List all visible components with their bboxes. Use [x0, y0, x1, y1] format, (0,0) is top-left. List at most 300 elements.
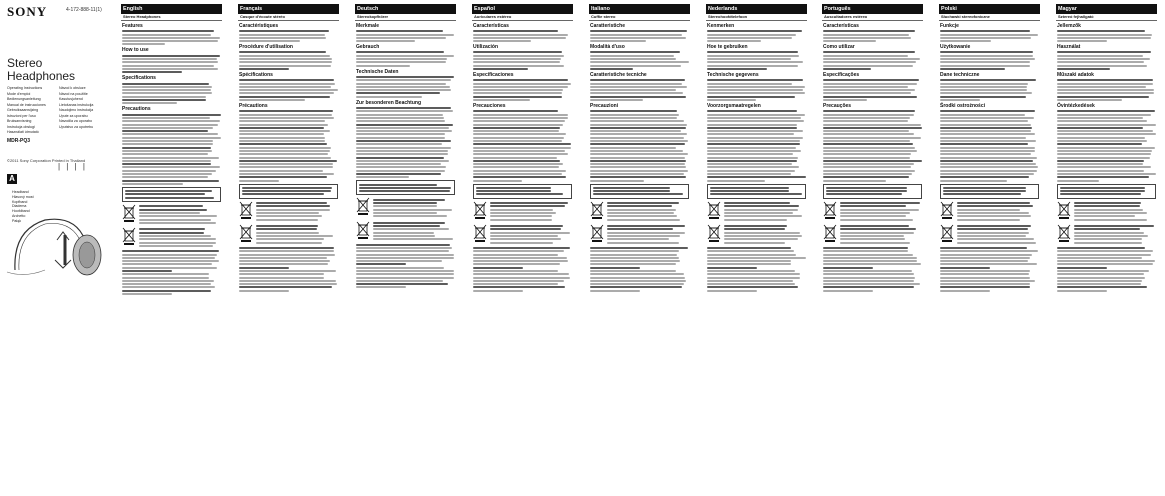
text-line [1057, 40, 1107, 42]
text-line [239, 51, 326, 53]
text-line [473, 286, 565, 288]
section-heading: Caratteristiche [590, 23, 626, 29]
op-instruction-item: Gebruiksaanwijzing [7, 108, 39, 112]
language-heading: Español [472, 4, 573, 14]
notice-text [592, 187, 687, 196]
text-line [139, 209, 207, 211]
disposal-text [956, 201, 1039, 222]
text-line [607, 219, 680, 221]
text-line [590, 173, 684, 175]
text-line [490, 238, 561, 240]
text-line [590, 143, 685, 145]
cover-title [7, 57, 75, 83]
disposal-notice [590, 201, 689, 222]
section-heading: How to use [122, 47, 149, 54]
text-line [122, 83, 209, 85]
text-line [139, 219, 211, 221]
manual-section [238, 103, 339, 182]
text-line [1057, 133, 1156, 135]
text-line [940, 254, 1032, 256]
manual-section [238, 72, 339, 101]
text-line [957, 232, 1029, 234]
text-line [826, 190, 907, 192]
text-line [707, 290, 757, 292]
text-line [239, 150, 330, 152]
text-line [940, 247, 1027, 249]
text-line [1057, 37, 1151, 39]
section-text [238, 79, 339, 101]
text-line [724, 238, 798, 240]
text-line [840, 235, 904, 237]
op-instruction-item: Návod na použitie [59, 91, 88, 96]
text-line [139, 228, 205, 230]
text-line [607, 225, 685, 227]
text-line [707, 61, 803, 63]
text-line [707, 114, 805, 116]
text-line [1057, 130, 1153, 132]
section-heading: Procédure d'utilisation [239, 44, 293, 51]
text-line [356, 267, 444, 269]
section-heading: Użytkowanie [940, 44, 971, 51]
text-line [139, 205, 203, 207]
section-heading: Jellemzők [1057, 23, 1081, 29]
text-line [707, 30, 802, 32]
text-line [707, 176, 806, 178]
text-line [256, 242, 322, 244]
text-line [707, 130, 803, 132]
text-line [590, 140, 688, 142]
text-line [473, 250, 564, 252]
section-heading: Óvintézkedések [1057, 103, 1095, 110]
op-instruction-item: Manual de instrucciones [7, 102, 46, 107]
disposal-text [839, 201, 922, 222]
text-line [256, 219, 318, 221]
text-line [356, 117, 444, 119]
text-line [356, 273, 454, 275]
text-line [707, 247, 791, 249]
text-line [940, 114, 1025, 116]
text-line [356, 250, 449, 252]
text-line [473, 120, 565, 122]
text-line [590, 254, 677, 256]
text-line [122, 34, 211, 36]
text-line [239, 147, 331, 149]
manual-section [822, 44, 923, 70]
text-line [356, 55, 454, 57]
text-line [823, 283, 920, 285]
text-line [823, 51, 915, 53]
text-line [707, 110, 797, 112]
text-line [940, 65, 1030, 67]
text-line [473, 86, 568, 88]
text-line [122, 293, 172, 295]
text-line [1057, 150, 1152, 152]
text-line [823, 147, 915, 149]
text-line [473, 170, 566, 172]
text-line [125, 190, 212, 192]
section-text [121, 83, 222, 105]
section-heading: Caratteristiche tecniche [590, 71, 647, 78]
column-subtitle: Stereo Headphones [121, 14, 222, 21]
text-line [490, 242, 553, 244]
text-line [590, 180, 644, 182]
text-line [356, 40, 415, 42]
text-line [256, 205, 330, 207]
column-subtitle: Cuffie stereo [589, 14, 690, 21]
section-text [822, 51, 923, 69]
text-line [122, 96, 206, 98]
text-line [590, 260, 680, 262]
text-line [122, 140, 213, 142]
text-line [590, 120, 684, 122]
section-text [355, 76, 456, 98]
text-line [823, 277, 915, 279]
text-line [840, 212, 910, 214]
text-line [122, 176, 208, 178]
disposal-notice [823, 201, 922, 222]
text-line [823, 157, 910, 159]
text-line [122, 283, 211, 285]
text-line [473, 65, 564, 67]
text-line [593, 190, 670, 192]
text-line [122, 270, 172, 272]
text-line [607, 238, 669, 240]
cover-title-line1: Stereo [7, 56, 43, 70]
text-line [1074, 205, 1140, 207]
manual-section [355, 69, 456, 98]
text-line [840, 228, 916, 230]
text-line [476, 190, 551, 192]
text-line [823, 124, 921, 126]
text-line [122, 143, 213, 145]
text-line [724, 225, 787, 227]
text-line [940, 163, 1036, 165]
text-line [823, 137, 921, 139]
language-column [589, 4, 690, 492]
text-line [823, 127, 922, 129]
crossed-bin-icon [473, 224, 487, 242]
text-line [242, 193, 324, 195]
text-line [823, 280, 914, 282]
text-line [1057, 257, 1142, 259]
text-line [1057, 170, 1144, 172]
section-text [822, 110, 923, 181]
language-column [706, 4, 807, 492]
language-heading: Deutsch [355, 4, 456, 14]
text-line [590, 92, 683, 94]
column-subtitle: Casque d'écoute stéréo [238, 14, 339, 21]
text-line [590, 160, 686, 162]
text-line [1057, 96, 1149, 98]
text-line [940, 83, 1028, 85]
text-line [356, 124, 453, 126]
text-line [840, 232, 914, 234]
text-line [122, 92, 212, 94]
trailing-text [355, 244, 456, 289]
disposal-notice [940, 201, 1039, 222]
disposal-notice [356, 197, 455, 218]
text-line [239, 267, 289, 269]
text-line [473, 166, 559, 168]
text-line [356, 270, 454, 272]
text-line [256, 235, 333, 237]
text-line [356, 244, 450, 246]
text-line [239, 79, 334, 81]
manual-section [822, 72, 923, 101]
text-line [1074, 215, 1135, 217]
section-heading: Modalità d'uso [590, 44, 625, 51]
text-line [122, 114, 221, 116]
manual-section [1056, 72, 1157, 101]
text-line [122, 153, 208, 155]
text-line [940, 257, 1030, 259]
text-line [940, 260, 1028, 262]
disposal-text [372, 221, 455, 242]
text-line [239, 61, 332, 63]
text-line [356, 114, 443, 116]
crossed-bin-icon [707, 201, 721, 219]
text-line [823, 86, 908, 88]
manual-section [589, 103, 690, 182]
text-line [1057, 127, 1143, 129]
text-line [239, 96, 330, 98]
disposal-notice [707, 201, 806, 222]
disposal-text [372, 197, 455, 218]
text-line [239, 117, 334, 119]
text-line [473, 124, 563, 126]
text-line [590, 58, 676, 60]
text-line [590, 277, 685, 279]
text-line [476, 187, 551, 189]
text-line [590, 170, 688, 172]
text-line [356, 160, 449, 162]
text-line [122, 257, 215, 259]
text-line [356, 120, 445, 122]
text-line [957, 238, 1034, 240]
text-line [239, 257, 327, 259]
text-line [823, 120, 908, 122]
text-line [239, 68, 289, 70]
text-line [943, 190, 1026, 192]
text-line [823, 92, 911, 94]
section-text [1056, 30, 1157, 42]
section-text [121, 30, 222, 45]
op-instruction-item: Uputstvo za upotrebu [59, 124, 94, 129]
text-line [590, 247, 688, 249]
text-line [239, 137, 325, 139]
text-line [707, 286, 798, 288]
text-line [1057, 277, 1145, 279]
text-line [490, 225, 563, 227]
text-line [823, 130, 909, 132]
text-line [239, 58, 332, 60]
text-line [1060, 193, 1141, 195]
text-line [823, 99, 867, 101]
text-line [590, 34, 682, 36]
text-line [473, 79, 568, 81]
text-line [122, 147, 211, 149]
language-column [355, 4, 456, 492]
text-line [473, 280, 564, 282]
text-line [373, 232, 434, 234]
text-line [356, 263, 406, 265]
text-line [590, 83, 682, 85]
text-line [1074, 219, 1147, 221]
text-line [940, 79, 1036, 81]
text-line [1074, 225, 1154, 227]
section-heading: Características [823, 23, 859, 29]
text-line [590, 137, 684, 139]
text-line [473, 40, 531, 42]
manual-section [472, 72, 573, 101]
text-line [607, 212, 674, 214]
text-line [473, 92, 562, 94]
text-line [707, 58, 791, 60]
text-line [1057, 120, 1147, 122]
text-line [122, 180, 219, 182]
text-line [707, 86, 805, 88]
manual-section [472, 23, 573, 42]
text-line [473, 58, 561, 60]
trailing-text [472, 247, 573, 292]
figure-label: Kopfband [12, 199, 28, 204]
text-line [122, 117, 210, 119]
text-line [239, 283, 337, 285]
disposal-text [606, 224, 689, 245]
text-line [823, 143, 913, 145]
text-line [940, 61, 1030, 63]
text-line [957, 202, 1030, 204]
manual-section [706, 23, 807, 42]
text-line [239, 92, 334, 94]
section-heading: Características [473, 23, 509, 29]
language-heading: Magyar [1056, 4, 1157, 14]
trailing-text [706, 247, 807, 292]
section-text [939, 110, 1040, 181]
disposal-text [839, 224, 922, 245]
manual-section [589, 44, 690, 70]
text-line [590, 147, 676, 149]
text-line [823, 55, 908, 57]
text-line [1057, 65, 1147, 67]
text-line [473, 34, 568, 36]
text-line [356, 86, 450, 88]
manual-section [1056, 23, 1157, 42]
text-line [473, 150, 565, 152]
manual-section [472, 103, 573, 182]
crossed-bin-icon [707, 224, 721, 242]
text-line [373, 238, 453, 240]
text-line [1057, 83, 1153, 85]
text-line [473, 180, 522, 182]
text-line [940, 58, 1035, 60]
figure-label: Hlavový most [12, 194, 34, 199]
disposal-text [255, 201, 338, 222]
text-line [256, 215, 322, 217]
language-column [939, 4, 1040, 492]
crossed-bin-icon [940, 224, 954, 242]
manual-section [1056, 44, 1157, 70]
text-line [356, 79, 451, 81]
text-line [239, 263, 328, 265]
manual-section [355, 100, 456, 179]
text-line [122, 37, 220, 39]
disposal-text [1073, 224, 1156, 245]
text-line [239, 114, 332, 116]
text-line [707, 163, 792, 165]
text-line [139, 222, 216, 224]
section-text [939, 30, 1040, 42]
disposal-text [138, 204, 221, 225]
language-column [238, 4, 339, 492]
text-line [122, 58, 217, 60]
cover-panel [0, 0, 113, 496]
disposal-text [138, 227, 221, 248]
text-line [356, 34, 454, 36]
manual-section [589, 72, 690, 101]
text-line [239, 133, 324, 135]
manual-section [238, 23, 339, 42]
text-line [359, 184, 437, 186]
text-line [239, 143, 327, 145]
text-line [707, 280, 793, 282]
disposal-notice [940, 224, 1039, 245]
text-line [473, 283, 558, 285]
text-line [823, 286, 914, 288]
notice-text [1059, 187, 1154, 196]
crossed-bin-icon [356, 221, 370, 239]
text-line [239, 250, 334, 252]
text-line [940, 150, 1035, 152]
disposal-notice [122, 227, 221, 248]
text-line [356, 143, 442, 145]
text-line [823, 247, 908, 249]
text-line [957, 215, 1031, 217]
section-text [939, 79, 1040, 101]
text-line [473, 117, 568, 119]
text-line [473, 254, 558, 256]
op-instruction-item: Navodila za uporabo [59, 119, 92, 123]
text-line [122, 273, 209, 275]
text-line [356, 163, 441, 165]
text-line [724, 235, 802, 237]
op-instruction-item: Instrukcja obsługi [7, 124, 35, 129]
text-line [1057, 143, 1142, 145]
section-text [1056, 51, 1157, 69]
text-line [590, 68, 633, 70]
text-line [356, 157, 444, 159]
text-line [239, 127, 324, 129]
text-line [840, 209, 919, 211]
text-line [122, 133, 218, 135]
language-heading: English [121, 4, 222, 14]
text-line [957, 235, 1026, 237]
column-subtitle: Stereohoofdtelefoon [706, 14, 807, 21]
notice-box [823, 184, 922, 199]
notice-text [942, 187, 1037, 196]
text-line [256, 212, 319, 214]
section-heading: Como utilizar [823, 44, 855, 51]
language-column [121, 4, 222, 492]
text-line [356, 76, 454, 78]
text-line [590, 280, 686, 282]
text-line [473, 133, 566, 135]
disposal-text [489, 224, 572, 245]
disposal-text [255, 224, 338, 245]
text-line [1057, 176, 1149, 178]
manual-section [939, 23, 1040, 42]
text-line [256, 209, 330, 211]
